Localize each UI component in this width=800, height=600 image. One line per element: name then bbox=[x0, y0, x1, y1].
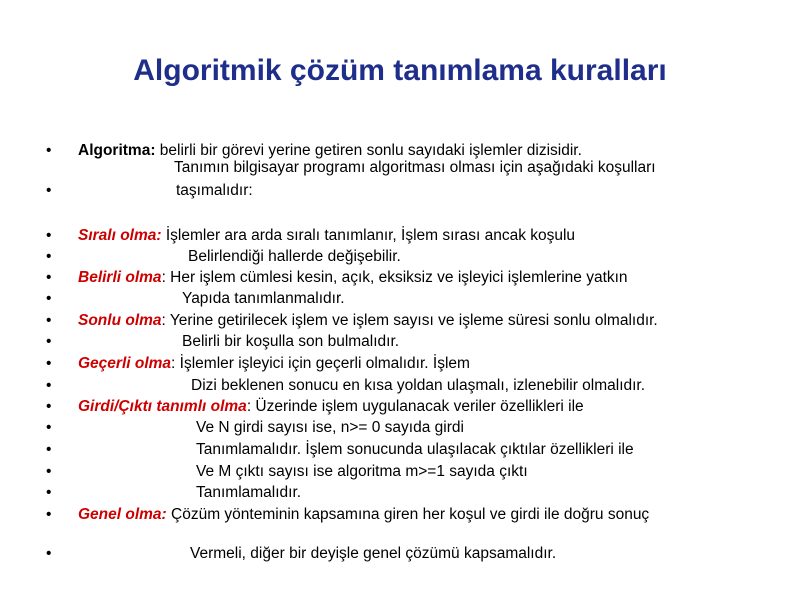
definition-text: : İşlemler işleyici için geçerli olmalıdır. İşlem bbox=[171, 355, 470, 372]
bullet-icon: • bbox=[46, 441, 52, 458]
definition-text: Tanımlamalıdır. İşlem sonucunda ulaşılacak çıktılar özellikleri ile bbox=[196, 441, 634, 458]
term-sirali-olma: Sıralı olma: bbox=[78, 227, 162, 244]
bullet-icon: • bbox=[46, 142, 52, 159]
definition-text: Belirli bir koşulla son bulmalıdır. bbox=[182, 333, 400, 350]
definition-text: taşımalıdır: bbox=[176, 182, 253, 199]
bullet-icon: • bbox=[46, 333, 52, 350]
term-genel-olma: Genel olma: bbox=[78, 506, 167, 523]
bullet-icon: • bbox=[46, 419, 52, 436]
definition-text: Ve M çıktı sayısı ise algoritma m>=1 sayıda çıktı bbox=[196, 463, 528, 480]
definition-text: Dizi beklenen sonucu en kısa yoldan ulaşmalı, izlenebilir olmalıdır. bbox=[191, 377, 646, 394]
term-algoritma: Algoritma: bbox=[78, 142, 156, 159]
slide-title: Algoritmik çözüm tanımlama kuralları bbox=[133, 54, 667, 87]
definition-text: İşlemler ara arda sıralı tanımlanır, İşlem sırası ancak koşulu bbox=[161, 227, 576, 244]
definition-text: : Yerine getirilecek işlem ve işlem sayısı ve işleme süresi sonlu olmalıdır. bbox=[161, 312, 658, 329]
definition-text: Yapıda tanımlanmalıdır. bbox=[182, 290, 345, 307]
definition-text: : Üzerinde işlem uygulanacak veriler özellikleri ile bbox=[246, 398, 584, 415]
bullet-icon: • bbox=[46, 355, 52, 372]
bullet-icon: • bbox=[46, 463, 52, 480]
definition-text: Vermeli, diğer bir deyişle genel çözümü kapsamalıdır. bbox=[190, 545, 557, 562]
definition-text: Belirlendiği hallerde değişebilir. bbox=[188, 248, 401, 265]
bullet-icon: • bbox=[46, 269, 52, 286]
term-girdi-cikti-tanimli-olma: Girdi/Çıktı tanımlı olma bbox=[78, 398, 247, 415]
definition-text: Tanımlamalıdır. bbox=[196, 484, 302, 501]
term-belirli-olma: Belirli olma bbox=[78, 269, 162, 286]
definition-text: Çözüm yönteminin kapsamına giren her koşul ve girdi ile doğru sonuç bbox=[166, 506, 650, 523]
bullet-icon: • bbox=[46, 377, 52, 394]
bullet-icon: • bbox=[46, 312, 52, 329]
bullet-icon: • bbox=[46, 248, 52, 265]
bullet-icon: • bbox=[46, 290, 52, 307]
term-gecerli-olma: Geçerli olma bbox=[78, 355, 172, 372]
bullet-icon: • bbox=[46, 227, 52, 244]
definition-text: : Her işlem cümlesi kesin, açık, eksiksiz ve işleyici işlemlerine yatkın bbox=[161, 269, 628, 286]
bullet-icon: • bbox=[46, 484, 52, 501]
definition-text: Ve N girdi sayısı ise, n>= 0 sayıda girdi bbox=[196, 419, 464, 436]
bullet-icon: • bbox=[46, 506, 52, 523]
bullet-icon: • bbox=[46, 545, 52, 562]
definition-text: belirli bir görevi yerine getiren sonlu sayıdaki işlemler dizisidir. bbox=[155, 142, 582, 159]
term-sonlu-olma: Sonlu olma bbox=[78, 312, 162, 329]
bullet-icon: • bbox=[46, 398, 52, 415]
definition-text: Tanımın bilgisayar programı algoritması olması için aşağıdaki koşulları bbox=[174, 159, 656, 176]
bullet-icon: • bbox=[46, 182, 52, 199]
